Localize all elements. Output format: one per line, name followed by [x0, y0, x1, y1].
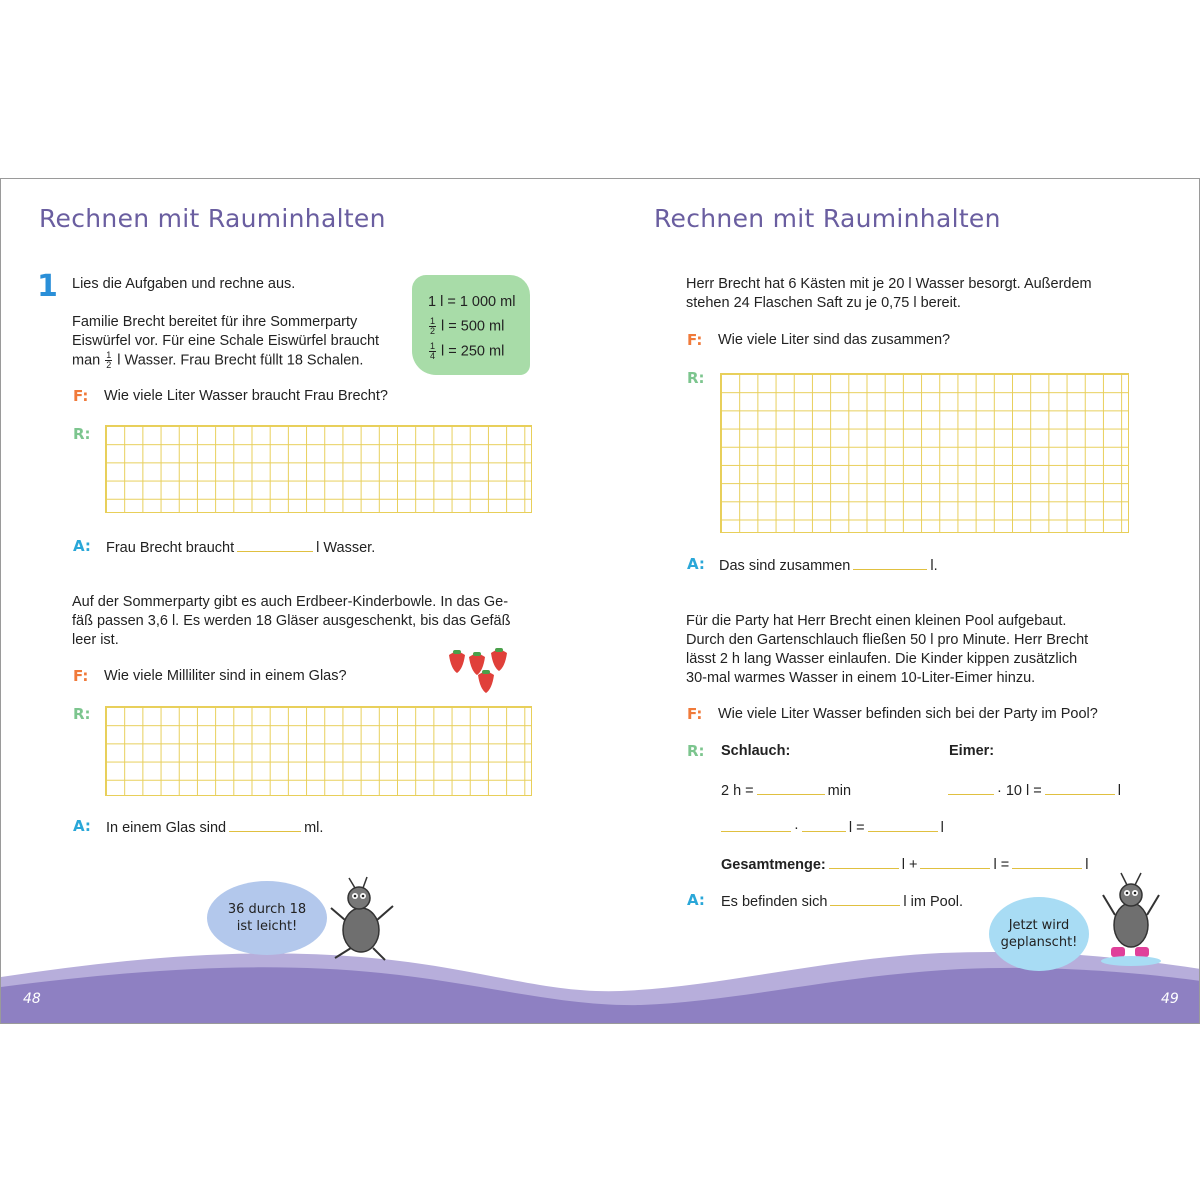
right-paragraph-1-line-2: stehen 24 Flaschen Saft zu je 0,75 l bereit. — [686, 295, 961, 311]
right-answer-2-line: Es befinden sich l im Pool. — [721, 891, 963, 912]
right-question-label-1: F: — [687, 331, 703, 349]
beetle-mascot-right — [1093, 869, 1169, 969]
right-calculation-label-2: R: — [687, 742, 705, 760]
unit-line-2: $\frac{1}{2}$ l = 500 ml — [430, 316, 505, 336]
total-hose-blank[interactable] — [829, 854, 899, 869]
speech-bubble-left: 36 durch 18 ist leicht! — [207, 881, 327, 955]
beetle-mascot-left — [321, 874, 401, 964]
question-2-text: Wie viele Milliliter sind in einem Glas? — [104, 668, 347, 684]
task-number: 1 — [37, 269, 58, 304]
bucket-count-blank[interactable] — [948, 780, 994, 795]
right-paragraph-2-line-1: Für die Party hat Herr Brecht einen kleinen Pool aufgebaut. — [686, 613, 1067, 629]
answer-1-blank[interactable] — [237, 537, 313, 552]
answer-2-blank[interactable] — [229, 817, 301, 832]
answer-2-line: In einem Glas sind ml. — [106, 817, 323, 838]
paragraph-1-line-3: man $\frac{1}{2}$ l Wasser. Frau Brecht füllt 18 Schalen. — [72, 350, 364, 370]
workbook-spread — [0, 178, 1200, 1024]
right-question-label-2: F: — [687, 705, 703, 723]
right-answer-2-blank[interactable] — [830, 891, 900, 906]
right-answer-label-1: A: — [687, 555, 705, 573]
right-answer-1-blank[interactable] — [853, 555, 927, 570]
answer-label-1: A: — [73, 537, 91, 555]
page-number-right: 49 — [1161, 991, 1179, 1007]
right-answer-1-line: Das sind zusammen l. — [719, 555, 938, 576]
question-label-2: F: — [73, 667, 89, 685]
minutes-blank[interactable] — [757, 780, 825, 795]
paragraph-2-line-1: Auf der Sommerparty gibt es auch Erdbeer-Kinderbowle. In das Ge- — [72, 594, 509, 610]
right-calculation-label-1: R: — [687, 369, 705, 387]
right-question-1-text: Wie viele Liter sind das zusammen? — [718, 332, 951, 348]
fraction-half-inline: $\frac{1}{2}$ — [106, 350, 112, 370]
unit-line-3: $\frac{1}{4}$ l = 250 ml — [430, 341, 505, 361]
total-bucket-blank[interactable] — [920, 854, 990, 869]
page-number-left: 48 — [23, 991, 41, 1007]
hose-rate-blank[interactable] — [802, 817, 846, 832]
schlauch-label: Schlauch: — [721, 743, 791, 759]
page-title-left: Rechnen mit Rauminhalten — [39, 204, 386, 233]
strawberries-illustration — [445, 647, 515, 695]
paragraph-2-line-3: leer ist. — [72, 632, 119, 648]
eimer-label: Eimer: — [949, 743, 995, 759]
calc-bucket: · 10 l = l — [945, 780, 1121, 801]
calculation-label-1: R: — [73, 425, 91, 443]
calculation-label-2: R: — [73, 705, 91, 723]
calculation-grid-1[interactable] — [105, 425, 532, 513]
question-label-1: F: — [73, 387, 89, 405]
calculation-grid-2[interactable] — [105, 706, 532, 796]
unit-line-1: 1 l = 1 000 ml — [428, 294, 516, 310]
page-title-right: Rechnen mit Rauminhalten — [654, 204, 1001, 233]
instruction-text: Lies die Aufgaben und rechne aus. — [72, 276, 296, 292]
right-calculation-grid[interactable] — [720, 373, 1129, 533]
right-paragraph-1-line-1: Herr Brecht hat 6 Kästen mit je 20 l Wasser besorgt. Außerdem — [686, 276, 1092, 292]
fraction-quarter: $\frac{1}{4}$ — [430, 341, 436, 361]
right-question-2-text: Wie viele Liter Wasser befinden sich bei der Party im Pool? — [718, 706, 1098, 722]
paragraph-1-line-2: Eiswürfel vor. Für eine Schale Eiswürfel braucht — [72, 333, 380, 349]
speech-bubble-right: Jetzt wird geplanscht! — [989, 897, 1089, 971]
calc-hours-to-minutes: 2 h = min — [721, 780, 851, 801]
bucket-result-blank[interactable] — [1045, 780, 1115, 795]
right-paragraph-2-line-2: Durch den Gartenschlauch fließen 50 l pro Minute. Herr Brecht — [686, 632, 1089, 648]
right-answer-label-2: A: — [687, 891, 705, 909]
right-paragraph-2-line-4: 30-mal warmes Wasser in einem 10-Liter-Eimer hinzu. — [686, 670, 1036, 686]
fraction-half: $\frac{1}{2}$ — [430, 316, 436, 336]
hose-result-blank[interactable] — [868, 817, 938, 832]
answer-label-2: A: — [73, 817, 91, 835]
right-paragraph-2-line-3: lässt 2 h lang Wasser einlaufen. Die Kinder kippen zusätzlich — [686, 651, 1078, 667]
question-1-text: Wie viele Liter Wasser braucht Frau Brecht? — [104, 388, 388, 404]
paragraph-2-line-2: fäß passen 3,6 l. Es werden 18 Gläser ausgeschenkt, bis das Gefäß — [72, 613, 511, 629]
hose-minutes-blank[interactable] — [721, 817, 791, 832]
calc-total: Gesamtmenge: l + l = l — [721, 854, 1088, 875]
answer-1-line: Frau Brecht braucht l Wasser. — [106, 537, 375, 558]
total-result-blank[interactable] — [1012, 854, 1082, 869]
paragraph-1-line-1: Familie Brecht bereitet für ihre Sommerparty — [72, 314, 358, 330]
calc-hose: · l = l — [718, 817, 944, 838]
